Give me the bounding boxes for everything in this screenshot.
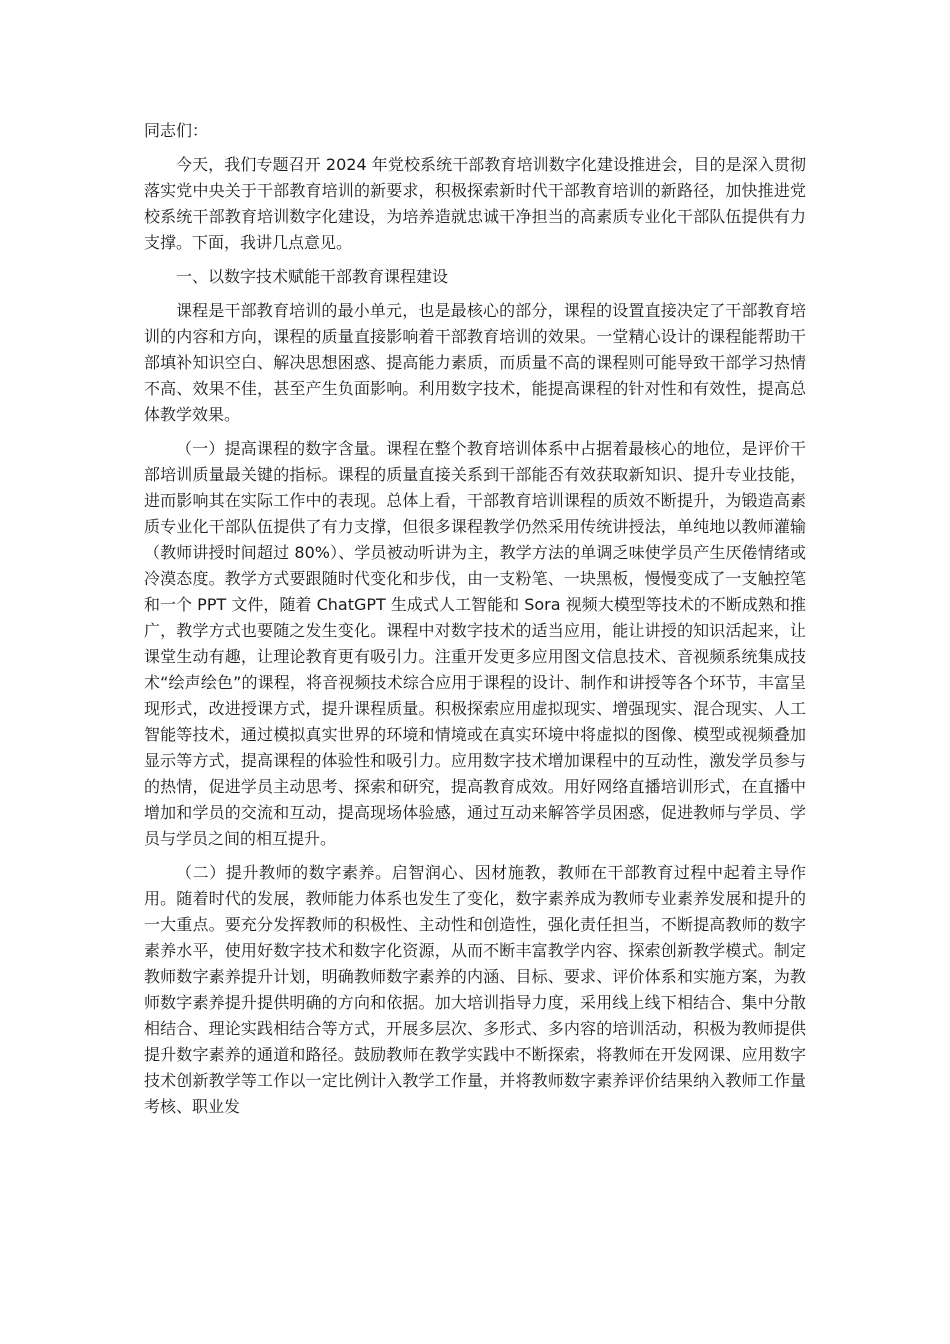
- paragraph-teacher-literacy: （二）提升教师的数字素养。启智润心、因材施教，教师在干部教育过程中起着主导作用。随着时代的发展，教师能力体系也发生了变化，数字素养成为教师专业素养发展和提升的一大重点。要充分发挥教师的积极性、主动性和创造性，强化责任担当，不断提高教师的数字素养水平，使用好数字技术和数字化资源，从而不断丰富教学内容、探索创新教学模式。制定教师数字素养提升计划，明确教师数字素养的内涵、目标、要求、评价体系和实施方案，为教师数字素养提升提供明确的方向和依据。加大培训指导力度，采用线上线下相结合、集中分散相结合、理论实践相结合等方式，开展多层次、多形式、多内容的培训活动，积极为教师提供提升数字素养的通道和路径。鼓励教师在教学实践中不断探索，将教师在开发网课、应用数字技术创新教学等工作以一定比例计入教学工作量，并将教师数字素养评价结果纳入教师工作量考核、职业发: [144, 863, 806, 1116]
- salutation: 同志们：: [144, 121, 209, 140]
- paragraph-course: 课程是干部教育培训的最小单元，也是最核心的部分，课程的设置直接决定了干部教育培训的内容和方向，课程的质量直接影响着干部教育培训的效果。一堂精心设计的课程能帮助干部填补知识空白、解决思想困惑、提高能力素质，而质量不高的课程则可能导致干部学习热情不高、效果不佳，甚至产生负面影响。利用数字技术，能提高课程的针对性和有效性，提高总体教学效果。: [144, 301, 806, 424]
- paragraph-digital-content: （一）提高课程的数字含量。课程在整个教育培训体系中占据着最核心的地位，是评价干部培训质量最关键的指标。课程的质量直接关系到干部能否有效获取新知识、提升专业技能，进而影响其在实际工作中的表现。总体上看，干部教育培训课程的质效不断提升，为锻造高素质专业化干部队伍提供了有力支撑，但很多课程教学仍然采用传统讲授法，单纯地以教师灌输（教师讲授时间超过 80%）、学员被动听讲为主，教学方法的单调乏味使学员产生厌倦情绪或冷漠态度。教学方式要跟随时代变化和步伐，由一支粉笔、一块黑板，慢慢变成了一支触控笔和一个 PPT 文件，随着 ChatGPT 生成式人工智能和 Sora 视频大模型等技术的不断成熟和推广，教学方式也要随之发生变化。课程中对数字技术的适当应用，能让讲授的知识活起来，让课堂生动有趣，让理论教育更有吸引力。注重开发更多应用图文信息技术、音视频系统集成技术“绘声绘色”的课程，将音视频技术综合应用于课程的设计、制作和讲授等各个环节，丰富呈现形式，改进授课方式，提升课程质量。积极探索应用虚拟现实、增强现实、混合现实、人工智能等技术，通过模拟真实世界的环境和情境或在真实环境中将虚拟的图像、模型或视频叠加显示等方式，提高课程的体验性和吸引力。应用数字技术增加课程中的互动性，激发学员参与的热情，促进学员主动思考、探索和研究，提高教育成效。用好网络直播培训形式，在直播中增加和学员的交流和互动，提高现场体验感，通过互动来解答学员困惑，促进教师与学员、学员与学员之间的相互提升。: [144, 439, 806, 848]
- paragraph-intro: 今天，我们专题召开 2024 年党校系统干部教育培训数字化建设推进会，目的是深入贯彻落实党中央关于干部教育培训的新要求，积极探索新时代干部教育培训的新路径，加快推进党校系统干部教育培训数字化建设，为培养造就忠诚干净担当的高素质专业化干部队伍提供有力支撑。下面，我讲几点意见。: [144, 155, 806, 252]
- section-heading-1: 一、以数字技术赋能干部教育课程建设: [176, 267, 449, 286]
- document-body: [144, 118, 806, 1128]
